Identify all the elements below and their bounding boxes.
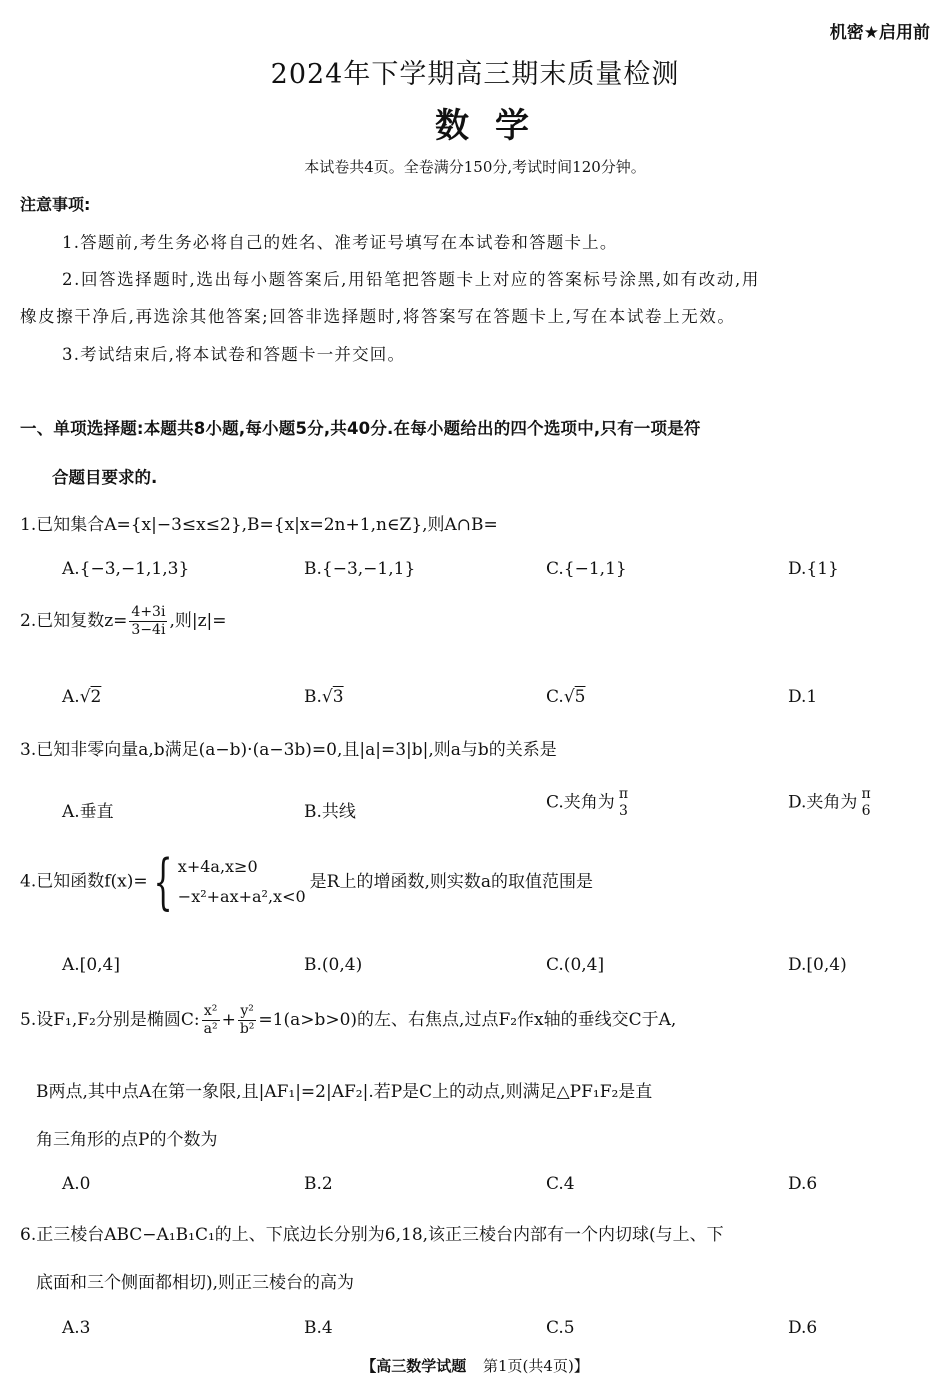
question-6-option-b: B.4 bbox=[304, 1318, 333, 1338]
question-1-option-b: B.{−3,−1,1} bbox=[304, 559, 416, 579]
question-2-stem-prefix: 2.已知复数z= bbox=[20, 611, 128, 631]
question-4-option-b: B.(0,4) bbox=[304, 955, 363, 975]
pi: π bbox=[618, 786, 629, 802]
footer-page: 第1页(共4页)】 bbox=[483, 1357, 589, 1375]
option-label: D.夹角为 bbox=[788, 792, 858, 813]
y-fraction bbox=[238, 1003, 257, 1038]
question-4-stem bbox=[20, 847, 594, 917]
footer-title: 【高三数学试题 bbox=[361, 1357, 467, 1375]
question-5-stem-line1: 5.设F₁,F₂分别是椭圆C: $\frac{\text{x²}}{\text{a²}}$ + $\frac{\text{y²}}{\text{b²}}$ =1(a>b>0)的左、右焦点,过点F₂作x轴的垂线交C于A, bbox=[20, 1003, 677, 1037]
notice-heading: 注意事项: bbox=[20, 195, 91, 214]
question-2-numerator: 4+3i bbox=[131, 604, 166, 620]
question-4-stem-suffix: 是R上的增函数,则实数a的取值范围是 bbox=[309, 871, 594, 892]
question-4-option-a: A.[0,4] bbox=[62, 955, 120, 975]
notice-item-1: 1.答题前,考生务必将自己的姓名、准考证号填写在本试卷和答题卡上。 bbox=[62, 233, 618, 252]
question-2-option-a: A.√2 bbox=[62, 687, 102, 707]
notice-item-3: 3.考试结束后,将本试卷和答题卡一并交回。 bbox=[62, 345, 406, 364]
question-6-option-c: C.5 bbox=[546, 1318, 575, 1338]
numerator: x² bbox=[202, 1003, 220, 1021]
question-2-stem-suffix: ,则|z|= bbox=[169, 611, 227, 631]
option-letter: C. bbox=[546, 687, 564, 707]
question-5-stem-suffix: =1(a>b>0)的左、右焦点,过点F₂作x轴的垂线交C于A, bbox=[258, 1010, 677, 1030]
question-3-option-c bbox=[546, 786, 632, 820]
question-6-option-d: D.6 bbox=[788, 1318, 818, 1338]
notice-item-2-line2: 橡皮擦干净后,再选涂其他答案;回答非选择题时,将答案写在答题卡上,写在本试卷上无效。 bbox=[20, 307, 736, 326]
question-4-option-c: C.(0,4] bbox=[546, 955, 605, 975]
question-1-stem: 1.已知集合A={x|−3≤x≤2},B={x|x=2n+1,n∈Z},则A∩B= bbox=[20, 515, 498, 535]
angle-fraction bbox=[617, 786, 630, 820]
question-5-stem-prefix: 5.设F₁,F₂分别是椭圆C: bbox=[20, 1010, 200, 1030]
radicand: 5 bbox=[574, 687, 586, 707]
question-6-stem-line2: 底面和三个侧面都相切),则正三棱台的高为 bbox=[36, 1273, 355, 1293]
option-letter: B. bbox=[304, 687, 322, 707]
case-1: x+4a,x≥0 bbox=[177, 857, 258, 876]
question-2-fraction bbox=[129, 604, 167, 639]
question-1-option-d: D.{1} bbox=[788, 559, 839, 579]
question-4-option-d: D.[0,4) bbox=[788, 955, 847, 975]
question-2-denominator: 3−4i bbox=[131, 622, 166, 638]
denominator: 3 bbox=[618, 803, 628, 819]
section-heading-line1: 一、单项选择题:本题共8小题,每小题5分,共40分.在每小题给出的四个选项中,只有一项是符 bbox=[20, 419, 701, 438]
question-5-option-b: B.2 bbox=[304, 1174, 333, 1194]
denominator: 6 bbox=[861, 803, 871, 819]
question-2-option-b: B.√3 bbox=[304, 687, 344, 707]
question-5-option-d: D.6 bbox=[788, 1174, 818, 1194]
radicand: 2 bbox=[90, 687, 102, 707]
question-3-stem: 3.已知非零向量a,b满足(a−b)·(a−3b)=0,且|a|=3|b|,则a与b的关系是 bbox=[20, 740, 557, 760]
exam-title: 2024年下学期高三期末质量检测 bbox=[270, 59, 680, 90]
notice-item-2-line1: 2.回答选择题时,选出每小题答案后,用铅笔把答题卡上对应的答案标号涂黑,如有改动,用 bbox=[62, 270, 760, 289]
question-4-stem-prefix: 4.已知函数f(x)= bbox=[20, 871, 148, 892]
radicand: 3 bbox=[332, 687, 344, 707]
numerator: y² bbox=[238, 1003, 257, 1021]
x-fraction bbox=[202, 1003, 220, 1038]
denominator: a² bbox=[203, 1021, 218, 1037]
pi: π bbox=[861, 786, 871, 802]
case-2: −x²+ax+a²,x<0 bbox=[177, 887, 306, 906]
brace-icon: { bbox=[153, 847, 173, 917]
question-5-option-c: C.4 bbox=[546, 1174, 575, 1194]
question-6-option-a: A.3 bbox=[62, 1318, 91, 1338]
piecewise-cases bbox=[178, 852, 306, 912]
question-1-option-c: C.{−1,1} bbox=[546, 559, 627, 579]
question-2-option-d: D.1 bbox=[788, 687, 818, 707]
option-letter: A. bbox=[62, 687, 80, 707]
section-heading-line2: 合题目要求的. bbox=[52, 468, 158, 487]
question-3-option-a: A.垂直 bbox=[62, 802, 114, 822]
question-5-option-a: A.0 bbox=[62, 1174, 91, 1194]
question-5-stem-line3: 角三角形的点P的个数为 bbox=[36, 1130, 218, 1150]
exam-info: 本试卷共4页。全卷满分150分,考试时间120分钟。 bbox=[304, 158, 646, 176]
question-1-option-a: A.{−3,−1,1,3} bbox=[62, 559, 190, 579]
question-3-option-b: B.共线 bbox=[304, 802, 356, 822]
denominator: b² bbox=[239, 1021, 255, 1037]
subject-title: 数学 bbox=[435, 106, 555, 146]
question-2-option-c: C.√5 bbox=[546, 687, 586, 707]
angle-fraction bbox=[859, 786, 872, 820]
confidential-label: 机密★启用前 bbox=[829, 23, 930, 43]
question-5-stem-line2: B两点,其中点A在第一象限,且|AF₁|=2|AF₂|.若P是C上的动点,则满足△PF₁F₂是直 bbox=[36, 1082, 653, 1102]
option-label: C.夹角为 bbox=[546, 792, 615, 813]
page-footer bbox=[0, 1355, 950, 1376]
question-3-option-d bbox=[788, 786, 875, 820]
question-2-stem bbox=[20, 604, 227, 639]
question-6-stem-line1: 6.正三棱台ABC−A₁B₁C₁的上、下底边长分别为6,18,该正三棱台内部有一个内切球(与上、下 bbox=[20, 1225, 724, 1245]
